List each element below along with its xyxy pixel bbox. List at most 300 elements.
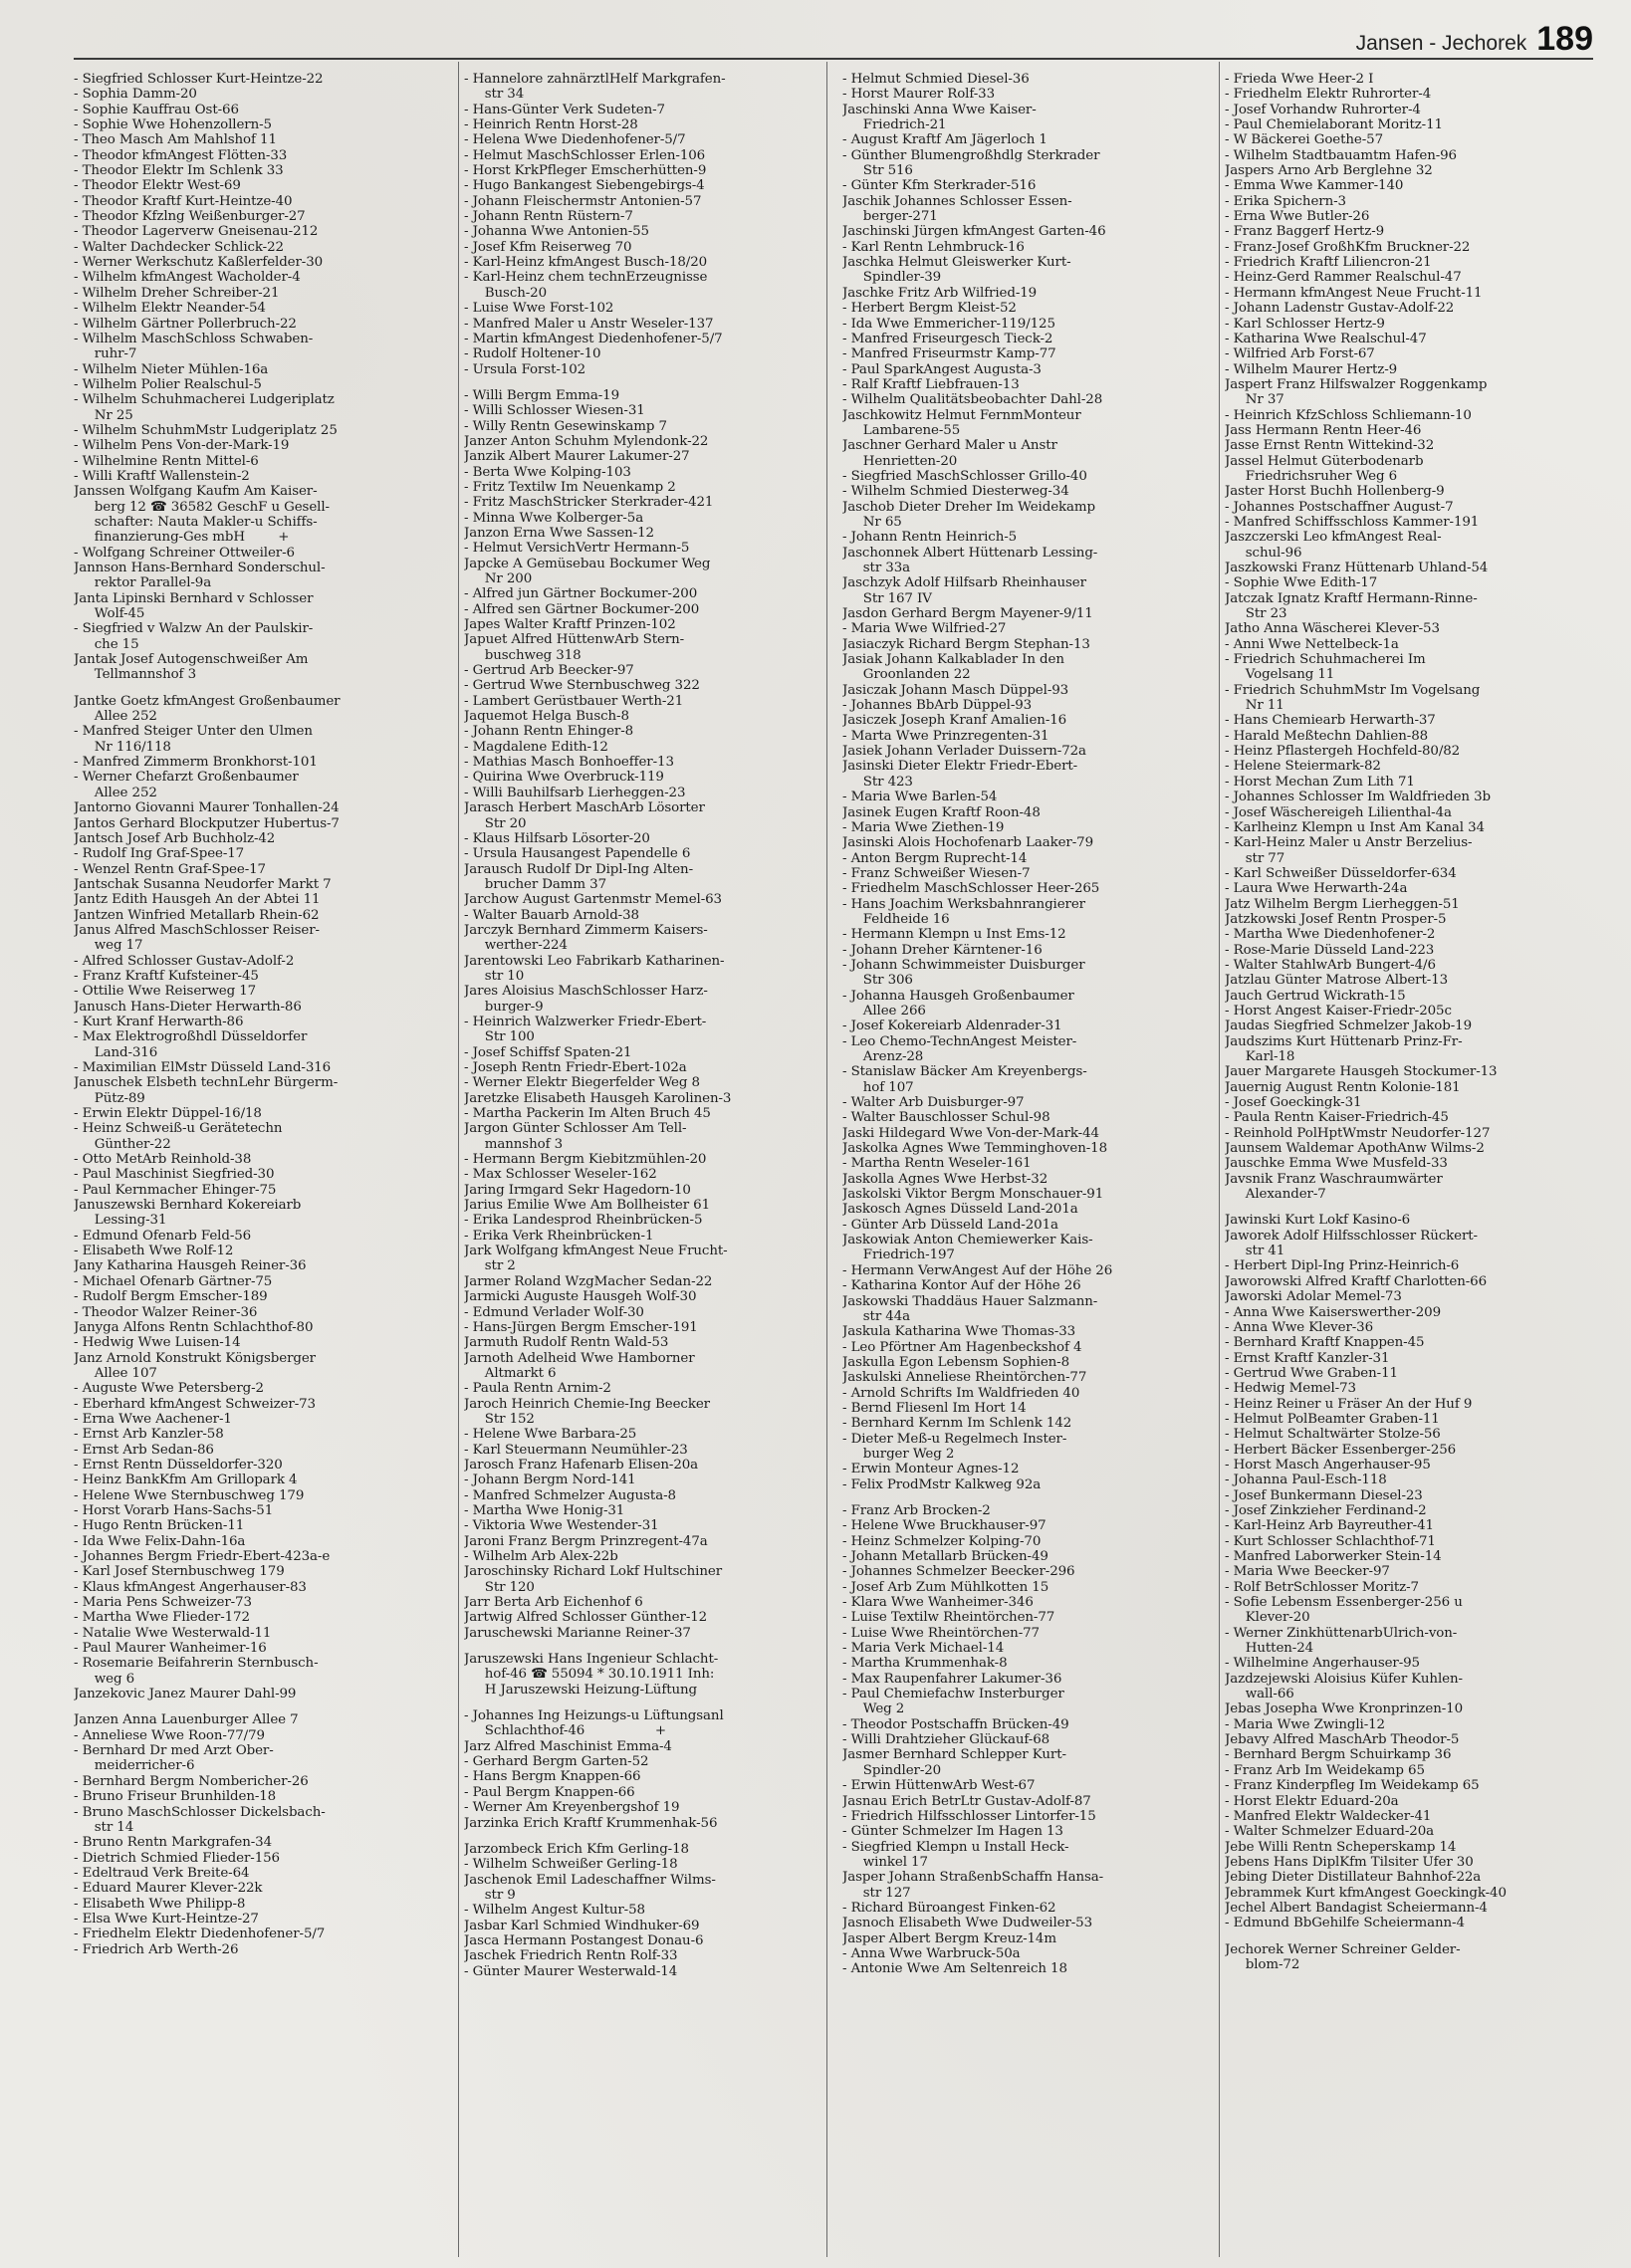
directory-entry: - Johann Rentn Rüstern-7 <box>464 209 633 225</box>
directory-entry: - Gertrud Arb Beecker-97 <box>464 663 634 679</box>
directory-entry: - Maria Wwe Wilfried-27 <box>842 621 1007 637</box>
directory-entry: Japuet Alfred HüttenwArb Stern- <box>464 632 685 648</box>
directory-entry: - Franz Arb Brocken-2 <box>842 1502 991 1518</box>
directory-entry: - Maria Wwe Beecker-97 <box>1225 1564 1390 1580</box>
directory-entry: - Sophia Damm-20 <box>74 87 197 103</box>
directory-entry: Jaskowski Thaddäus Hauer Salzmann- <box>842 1293 1098 1309</box>
directory-entry: Str 152 <box>464 1411 535 1427</box>
directory-entry: - Manfred Friseurgesch Tieck-2 <box>842 331 1053 346</box>
directory-entry: Jaruszewski Hans Ingenieur Schlacht- <box>464 1652 719 1668</box>
directory-entry: Janz Arnold Konstrukt Königsberger <box>74 1350 316 1366</box>
directory-entry: - Hugo Rentn Brücken-11 <box>74 1518 245 1534</box>
directory-entry: Allee 266 <box>842 1003 926 1019</box>
directory-entry: - Edmund Verlader Wolf-30 <box>464 1304 644 1320</box>
directory-entry: - Antonie Wwe Am Seltenreich 18 <box>842 1961 1067 1977</box>
directory-entry: - Siegfried Klempn u Install Heck- <box>842 1839 1069 1855</box>
directory-entry: Spindler-20 <box>842 1762 942 1778</box>
directory-entry: Jaskolka Agnes Wwe Temminghoven-18 <box>842 1141 1108 1157</box>
directory-entry: - Friedrich Arb Werth-26 <box>74 1941 239 1957</box>
directory-entry: - Wilhelm Dreher Schreiber-21 <box>74 285 280 301</box>
directory-entry: Jaschka Helmut Gleiswerker Kurt- <box>842 255 1071 271</box>
directory-entry: Jasnoch Elisabeth Wwe Dudweiler-53 <box>842 1916 1093 1931</box>
directory-entry: str 10 <box>464 968 525 984</box>
directory-entry: - Karl Schlosser Hertz-9 <box>1225 316 1385 332</box>
directory-entry: - Wilhelm Schweißer Gerling-18 <box>464 1857 678 1873</box>
directory-entry: str 41 <box>1225 1244 1285 1259</box>
directory-entry: Jebavy Alfred MaschArb Theodor-5 <box>1225 1732 1460 1748</box>
directory-entry: - Michael Ofenarb Gärtner-75 <box>74 1273 273 1289</box>
directory-entry: - Natalie Wwe Westerwald-11 <box>74 1625 272 1641</box>
directory-entry: - Martha Wwe Flieder-172 <box>74 1610 250 1626</box>
directory-entry: Janzer Anton Schuhm Mylendonk-22 <box>464 433 709 449</box>
directory-entry: - Laura Wwe Herwarth-24a <box>1225 881 1408 897</box>
directory-entry: - Paula Rentn Kaiser-Friedrich-45 <box>1225 1110 1449 1126</box>
directory-entry: - Ursula Hausangest Papendelle 6 <box>464 846 691 862</box>
directory-entry: - Bernhard Kernm Im Schlenk 142 <box>842 1416 1072 1432</box>
directory-entry: - Horst Angest Kaiser-Friedr-205c <box>1225 1003 1452 1019</box>
directory-entry: - Max Elektrogroßhdl Düsseldorfer <box>74 1029 308 1045</box>
directory-entry: Janus Alfred MaschSchlosser Reiser- <box>74 922 320 938</box>
directory-entry: Jechel Albert Bandagist Scheiermann-4 <box>1225 1900 1488 1916</box>
directory-entry: Jasse Ernst Rentn Wittekind-32 <box>1225 438 1435 454</box>
directory-entry: - Paul Chemiefachw Insterburger <box>842 1687 1064 1702</box>
directory-entry: - Hugo Bankangest Siebengebirgs-4 <box>464 178 705 194</box>
directory-entry: Jassel Helmut Güterbodenarb <box>1225 453 1424 469</box>
directory-entry: Jantsch Josef Arb Buchholz-42 <box>74 830 276 846</box>
directory-entry: - Theodor Lagerverw Gneisenau-212 <box>74 224 319 240</box>
directory-entry: - Hannelore zahnärztlHelf Markgrafen- <box>464 72 726 87</box>
directory-entry: - Felix ProdMstr Kalkweg 92a <box>842 1476 1042 1492</box>
directory-entry: Jaszczerski Leo kfmAngest Real- <box>1225 530 1442 546</box>
directory-entry: - Anna Wwe Klever-36 <box>1225 1319 1374 1335</box>
directory-entry: - Auguste Wwe Petersberg-2 <box>74 1381 264 1397</box>
directory-entry: Jaring Irmgard Sekr Hagedorn-10 <box>464 1182 691 1198</box>
directory-entry: - Johanna Wwe Antonien-55 <box>464 224 649 240</box>
directory-entry: Jarosch Franz Hafenarb Elisen-20a <box>464 1457 699 1473</box>
directory-entry: - W Bäckerei Goethe-57 <box>1225 132 1384 148</box>
directory-entry: Jaschke Fritz Arb Wilfried-19 <box>842 285 1038 301</box>
directory-entry: - Bernhard Bergm Nombericher-26 <box>74 1773 309 1789</box>
directory-entry: - Ida Wwe Emmericher-119/125 <box>842 316 1055 332</box>
directory-entry: - Martha Krummenhak-8 <box>842 1656 1008 1672</box>
directory-entry: ruhr-7 <box>74 346 137 362</box>
directory-entry: Jarzinka Erich Kraftf Krummenhak-56 <box>464 1815 718 1831</box>
directory-entry: hof-46 ☎ 55094 * 30.10.1911 Inh: <box>464 1667 715 1683</box>
directory-entry: - Erika Spichern-3 <box>1225 193 1346 209</box>
directory-entry: - Helene Wwe Bruckhauser-97 <box>842 1518 1047 1534</box>
directory-entry: Jasiek Johann Verlader Duissern-72a <box>842 744 1086 760</box>
directory-entry: Str 100 <box>464 1029 535 1045</box>
directory-entry: che 15 <box>74 636 139 652</box>
directory-entry: - Erika Landesprod Rheinbrücken-5 <box>464 1213 703 1229</box>
directory-entry: - Maria Verk Michael-14 <box>842 1641 1005 1657</box>
directory-entry: Jantzen Winfried Metallarb Rhein-62 <box>74 907 320 923</box>
directory-entry: - Horst Maurer Rolf-33 <box>842 87 996 103</box>
directory-entry: Jawinski Kurt Lokf Kasino-6 <box>1225 1213 1411 1229</box>
directory-entry: - Theodor Elektr Im Schlenk 33 <box>74 163 284 179</box>
directory-entry: Weg 2 <box>842 1701 905 1717</box>
directory-entry: - Franz Kraftf Kufsteiner-45 <box>74 968 259 984</box>
directory-entry: - Martha Packerin Im Alten Bruch 45 <box>464 1106 711 1122</box>
directory-entry: Jaunsem Waldemar ApothAnw Wilms-2 <box>1225 1141 1485 1157</box>
directory-entry: mannshof 3 <box>464 1136 564 1152</box>
entry-gap <box>1225 1202 1595 1213</box>
directory-entry: - Helmut Schmied Diesel-36 <box>842 72 1030 87</box>
directory-entry: - Katharina Kontor Auf der Höhe 26 <box>842 1278 1081 1294</box>
directory-entry: rektor Parallel-9a <box>74 575 212 591</box>
directory-entry: Feldheide 16 <box>842 911 950 927</box>
directory-entry: - Wolfgang Schreiner Ottweiler-6 <box>74 545 295 561</box>
directory-entry: - Katharina Wwe Realschul-47 <box>1225 331 1427 346</box>
directory-entry: - Herbert Bäcker Essenberger-256 <box>1225 1442 1457 1458</box>
directory-entry: - Frieda Wwe Heer-2 I <box>1225 72 1374 87</box>
directory-entry: Jass Hermann Rentn Heer-46 <box>1225 422 1422 438</box>
directory-entry: blom-72 <box>1225 1956 1300 1972</box>
directory-entry: - Wilhelm Gärtner Pollerbruch-22 <box>74 316 297 332</box>
directory-entry: Jatz Wilhelm Bergm Lierheggen-51 <box>1225 896 1460 912</box>
directory-entry: str 127 <box>842 1885 911 1901</box>
directory-entry: - Elsa Wwe Kurt-Heintze-27 <box>74 1911 259 1927</box>
directory-entry: burger Weg 2 <box>842 1446 955 1462</box>
directory-entry: Jaworski Adolar Memel-73 <box>1225 1289 1402 1305</box>
directory-entry: hof 107 <box>842 1079 914 1095</box>
directory-entry: - Dieter Meß-u Regelmech Inster- <box>842 1431 1067 1447</box>
directory-entry: - Heinz Schmelzer Kolping-70 <box>842 1533 1042 1549</box>
directory-entry: Jaworek Adolf Hilfsschlosser Rückert- <box>1225 1228 1478 1244</box>
directory-entry: Jantschak Susanna Neudorfer Markt 7 <box>74 876 332 892</box>
directory-entry: - Karl Schweißer Düsseldorfer-634 <box>1225 865 1457 881</box>
directory-entry: str 33a <box>842 561 911 575</box>
directory-entry: - Wilhelm Arb Alex-22b <box>464 1549 618 1564</box>
directory-entry: Jaschinski Anna Wwe Kaiser- <box>842 102 1037 117</box>
directory-entry: - Johannes Postschaffner August-7 <box>1225 499 1454 515</box>
directory-entry: - Paul SparkAngest Augusta-3 <box>842 361 1042 377</box>
directory-entry: - August Kraftf Am Jägerloch 1 <box>842 132 1048 148</box>
directory-entry: - Helene Steiermark-82 <box>1225 759 1381 775</box>
directory-entry: - Theodor Postschaffn Brücken-49 <box>842 1716 1069 1732</box>
directory-entry: - Sophie Kauffrau Ost-66 <box>74 102 239 117</box>
directory-entry: Jaschek Friedrich Rentn Rolf-33 <box>464 1948 678 1964</box>
directory-entry: - Rudolf Bergm Emscher-189 <box>74 1289 268 1305</box>
directory-entry: Jasper Albert Bergm Kreuz-14m <box>842 1930 1056 1946</box>
directory-entry: - Bernhard Bergm Schuirkamp 36 <box>1225 1747 1452 1763</box>
directory-entry: - Friedhelm Elektr Ruhrorter-4 <box>1225 87 1432 103</box>
directory-entry: - Edmund Ofenarb Feld-56 <box>74 1228 252 1244</box>
directory-entry: - Manfred Zimmerm Bronkhorst-101 <box>74 755 318 771</box>
directory-entry: - Manfred Friseurmstr Kamp-77 <box>842 346 1056 362</box>
directory-entry: str 34 <box>464 87 525 103</box>
directory-entry: Jaschonnek Albert Hüttenarb Lessing- <box>842 545 1098 561</box>
directory-entry: Jasmer Bernhard Schlepper Kurt- <box>842 1747 1066 1763</box>
directory-entry: - Kurt Schlosser Schlachthof-71 <box>1225 1533 1436 1549</box>
directory-entry: Jasiczak Johann Masch Düppel-93 <box>842 682 1069 698</box>
directory-entry: Jasinski Dieter Elektr Friedr-Ebert- <box>842 759 1078 775</box>
directory-entry: Jazdzejewski Aloisius Küfer Kuhlen- <box>1225 1671 1463 1687</box>
directory-entry: Nr 116/118 <box>74 739 171 755</box>
directory-entry: - Rudolf Ing Graf-Spee-17 <box>74 846 245 862</box>
directory-entry: - Siegfried v Walzw An der Paulskir- <box>74 621 314 637</box>
directory-entry: - Heinz Pflastergeh Hochfeld-80/82 <box>1225 744 1461 760</box>
directory-entry: Jebas Josepha Wwe Kronprinzen-10 <box>1225 1701 1463 1717</box>
directory-entry: Jaskulski Anneliese Rheintörchen-77 <box>842 1370 1087 1386</box>
directory-entry: - Maximilian ElMstr Düsseld Land-316 <box>74 1060 332 1075</box>
directory-entry: Jargon Günter Schlosser Am Tell- <box>464 1121 687 1137</box>
directory-entry: schafter: Nauta Makler-u Schiffs- <box>74 514 318 530</box>
directory-entry: - Horst Masch Angerhauser-95 <box>1225 1457 1431 1473</box>
directory-entry: Janyga Alfons Rentn Schlachthof-80 <box>74 1319 314 1335</box>
directory-entry: Jasbar Karl Schmied Windhuker-69 <box>464 1918 700 1933</box>
directory-entry: - Johanna Paul-Esch-118 <box>1225 1473 1387 1488</box>
directory-entry: - Johann Schwimmeister Duisburger <box>842 957 1085 973</box>
directory-entry: Januschek Elsbeth technLehr Bürgerm- <box>74 1075 339 1091</box>
directory-entry: - Karl-Heinz Maler u Anstr Berzelius- <box>1225 835 1473 851</box>
directory-entry: str 9 <box>464 1887 516 1903</box>
directory-entry: - Gertrud Wwe Graben-11 <box>1225 1365 1398 1381</box>
directory-entry: werther-224 <box>464 938 568 954</box>
directory-entry: Lambarene-55 <box>842 422 961 438</box>
directory-entry: - Manfred Schmelzer Augusta-8 <box>464 1487 676 1503</box>
directory-entry: - Sofie Lebensm Essenberger-256 u <box>1225 1595 1463 1611</box>
directory-entry: - Minna Wwe Kolberger-5a <box>464 510 644 526</box>
directory-entry: - Günter Schmelzer Im Hagen 13 <box>842 1824 1063 1840</box>
directory-entry: meiderricher-6 <box>74 1758 195 1774</box>
directory-entry: Allee 252 <box>74 785 157 800</box>
directory-entry: - Werner Elektr Biegerfelder Weg 8 <box>464 1075 700 1091</box>
directory-entry: - Willi Schlosser Wiesen-31 <box>464 403 645 419</box>
directory-entry: - Maria Pens Schweizer-73 <box>74 1595 252 1611</box>
directory-entry: - Rolf BetrSchlosser Moritz-7 <box>1225 1579 1419 1595</box>
header-name-range: Jansen - Jechorek <box>1355 32 1527 55</box>
directory-entry: berg 12 ☎ 36582 GeschF u Gesell- <box>74 499 330 515</box>
directory-entry: - Theodor Kfzlng Weißenburger-27 <box>74 209 306 225</box>
directory-entry: - Siegfried Schlosser Kurt-Heintze-22 <box>74 72 324 87</box>
entry-gap <box>464 1641 822 1652</box>
directory-entry: - Walter StahlwArb Bungert-4/6 <box>1225 957 1436 973</box>
directory-entry: - Bernhard Kraftf Knappen-45 <box>1225 1335 1425 1351</box>
directory-entry: - Josef Goeckingk-31 <box>1225 1095 1362 1111</box>
directory-entry: Jarzombeck Erich Kfm Gerling-18 <box>464 1841 689 1857</box>
directory-entry: - Franz-Josef GroßhKfm Bruckner-22 <box>1225 239 1471 255</box>
directory-entry: - Wilhelm SchuhmMstr Ludgeriplatz 25 <box>74 422 338 438</box>
directory-entry: - Theodor Kraftf Kurt-Heintze-40 <box>74 193 293 209</box>
directory-entry: Janzon Erna Wwe Sassen-12 <box>464 525 654 541</box>
directory-entry: - Johann Rentn Heinrich-5 <box>842 530 1018 546</box>
directory-entry: Jark Wolfgang kfmAngest Neue Frucht- <box>464 1244 728 1259</box>
directory-entry: Jarnoth Adelheid Wwe Hamborner <box>464 1350 695 1366</box>
directory-entry: - Hermann Klempn u Inst Ems-12 <box>842 927 1066 943</box>
directory-entry: - Magdalene Edith-12 <box>464 739 608 755</box>
directory-entry: - Luise Wwe Forst-102 <box>464 301 614 317</box>
header-rule <box>74 58 1593 60</box>
directory-entry: - Franz Kinderpfleg Im Weidekamp 65 <box>1225 1778 1480 1794</box>
directory-entry: Jarz Alfred Maschinist Emma-4 <box>464 1738 672 1754</box>
directory-entry: - Gerhard Bergm Garten-52 <box>464 1754 649 1770</box>
directory-entry: Jaschner Gerhard Maler u Anstr <box>842 438 1057 454</box>
directory-entry: Jaquemot Helga Busch-8 <box>464 709 629 725</box>
directory-entry: - Heinrich Walzwerker Friedr-Ebert- <box>464 1014 707 1029</box>
directory-entry: - Anna Wwe Kaiserswerther-209 <box>1225 1304 1441 1320</box>
directory-entry: Jauschke Emma Wwe Musfeld-33 <box>1225 1156 1448 1172</box>
directory-entry: - Hermann VerwAngest Auf der Höhe 26 <box>842 1262 1113 1278</box>
directory-entry: - Bruno Rentn Markgrafen-34 <box>74 1835 273 1851</box>
directory-entry: Jechorek Werner Schreiner Gelder- <box>1225 1941 1461 1957</box>
directory-entry: - Helena Wwe Diedenhofener-5/7 <box>464 132 686 148</box>
directory-entry: - Theo Masch Am Mahlshof 11 <box>74 132 277 148</box>
directory-entry: Jebrammek Kurt kfmAngest Goeckingk-40 <box>1225 1885 1507 1901</box>
page-number: 189 <box>1536 20 1593 58</box>
directory-entry: Allee 252 <box>74 709 157 725</box>
directory-entry: - Wilhelm Angest Kultur-58 <box>464 1903 645 1919</box>
directory-entry: - Friedrich SchuhmMstr Im Vogelsang <box>1225 682 1481 698</box>
directory-entry: - Horst Elektr Eduard-20a <box>1225 1793 1399 1809</box>
directory-entry: - Edmund BbGehilfe Scheiermann-4 <box>1225 1916 1465 1931</box>
directory-column-1 <box>74 72 456 2257</box>
directory-entry: - Paul Maurer Wanheimer-16 <box>74 1641 267 1657</box>
directory-entry: - Johann Fleischermstr Antonien-57 <box>464 193 702 209</box>
directory-entry: - Paul Kernmacher Ehinger-75 <box>74 1182 277 1198</box>
directory-entry: Janssen Wolfgang Kaufm Am Kaiser- <box>74 484 318 500</box>
directory-entry: - Manfred Schiffsschloss Kammer-191 <box>1225 514 1480 530</box>
directory-entry: Jasiak Johann Kalkablader In den <box>842 652 1064 668</box>
directory-entry: - Friedrich Hilfsschlosser Lintorfer-15 <box>842 1808 1096 1824</box>
directory-entry: Friedrich-197 <box>842 1247 955 1263</box>
directory-entry: - Fritz Textilw Im Neuenkamp 2 <box>464 479 676 495</box>
directory-entry: Jany Katharina Hausgeh Reiner-36 <box>74 1258 307 1274</box>
directory-entry: - Erika Verk Rheinbrücken-1 <box>464 1228 654 1244</box>
directory-entry: - Sophie Wwe Hohenzollern-5 <box>74 117 272 133</box>
directory-entry: - Horst Vorarb Hans-Sachs-51 <box>74 1502 274 1518</box>
directory-entry: - Franz Baggerf Hertz-9 <box>1225 224 1385 240</box>
directory-entry: - Walter Bauarb Arnold-38 <box>464 907 639 923</box>
directory-entry: - Alfred jun Gärtner Bockumer-200 <box>464 586 698 602</box>
directory-entry: Jarchow August Gartenmstr Memel-63 <box>464 892 722 908</box>
directory-entry: - Friedrich Schuhmacherei Im <box>1225 652 1426 668</box>
directory-entry: - Arnold Schrifts Im Waldfrieden 40 <box>842 1385 1080 1401</box>
directory-entry: Jaskula Katharina Wwe Thomas-33 <box>842 1324 1076 1340</box>
directory-entry: Jaskowiak Anton Chemiewerker Kais- <box>842 1233 1093 1248</box>
directory-entry: - Friedrich Kraftf Liliencron-21 <box>1225 255 1432 271</box>
directory-entry: - Wilhelm Qualitätsbeobachter Dahl-28 <box>842 392 1103 408</box>
directory-entry: - Mathias Masch Bonhoeffer-13 <box>464 755 674 771</box>
directory-entry: Jaroni Franz Bergm Prinzregent-47a <box>464 1533 708 1549</box>
directory-entry: Jantak Josef Autogenschweißer Am <box>74 652 309 668</box>
directory-entry: - Rosemarie Beifahrerin Sternbusch- <box>74 1656 319 1672</box>
directory-entry: winkel 17 <box>842 1854 928 1870</box>
directory-entry: - Josef Bunkermann Diesel-23 <box>1225 1487 1423 1503</box>
directory-entry: Jasnau Erich BetrLtr Gustav-Adolf-87 <box>842 1793 1091 1809</box>
column-divider <box>458 62 459 2257</box>
directory-entry: - Manfred Laborwerker Stein-14 <box>1225 1549 1442 1564</box>
directory-entry: - Werner Am Kreyenbergshof 19 <box>464 1800 680 1816</box>
directory-entry: Janta Lipinski Bernhard v Schlosser <box>74 590 314 606</box>
directory-entry: Jaschenok Emil Ladeschaffner Wilms- <box>464 1872 716 1888</box>
directory-entry: - Walter Dachdecker Schlick-22 <box>74 239 284 255</box>
directory-entry: - Johannes BbArb Düppel-93 <box>842 698 1033 714</box>
directory-entry: - Eberhard kfmAngest Schweizer-73 <box>74 1396 316 1412</box>
directory-entry: - Leo Pförtner Am Hagenbeckshof 4 <box>842 1339 1082 1355</box>
directory-entry: Jaruschewski Marianne Reiner-37 <box>464 1625 691 1641</box>
directory-entry: - Johannes Ing Heizungs-u Lüftungsanl <box>464 1708 724 1724</box>
directory-entry: Janzik Albert Maurer Lakumer-27 <box>464 449 690 465</box>
directory-entry: - Johannes Schlosser Im Waldfrieden 3b <box>1225 790 1492 805</box>
directory-entry: - Hans-Günter Verk Sudeten-7 <box>464 102 665 117</box>
directory-entry: Friedrich-21 <box>842 117 947 133</box>
directory-entry: - Heinrich Rentn Horst-28 <box>464 117 638 133</box>
directory-entry: Nr 11 <box>1225 698 1284 714</box>
directory-entry: Klever-20 <box>1225 1610 1310 1626</box>
directory-entry: - Ernst Arb Sedan-86 <box>74 1442 214 1458</box>
directory-entry: Jaskolla Agnes Wwe Herbst-32 <box>842 1171 1048 1187</box>
entry-gap <box>464 377 822 388</box>
directory-entry: Jantz Edith Hausgeh An der Abtei 11 <box>74 892 321 908</box>
directory-entry: Jarausch Rudolf Dr Dipl-Ing Alten- <box>464 861 693 877</box>
directory-entry: Jarius Emilie Wwe Am Bollheister 61 <box>464 1198 710 1214</box>
directory-entry: - Johann Rentn Ehinger-8 <box>464 724 634 740</box>
directory-entry: - Wilhelm Schmied Diesterweg-34 <box>842 484 1069 500</box>
directory-entry: - Helene Wwe Barbara-25 <box>464 1427 637 1443</box>
directory-entry: Jebing Dieter Distillateur Bahnhof-22a <box>1225 1870 1482 1886</box>
directory-entry: Jartwig Alfred Schlosser Günther-12 <box>464 1610 708 1626</box>
directory-entry: - Willy Rentn Gesewinskamp 7 <box>464 418 667 434</box>
directory-entry: - Wilfried Arb Forst-67 <box>1225 346 1375 362</box>
directory-entry: - Anneliese Wwe Roon-77/79 <box>74 1727 265 1743</box>
directory-entry: - Paul Chemielaborant Moritz-11 <box>1225 117 1443 133</box>
directory-entry: Jaroschinsky Richard Lokf Hultschiner <box>464 1564 723 1580</box>
directory-entry: - Joseph Rentn Friedr-Ebert-102a <box>464 1060 687 1075</box>
directory-entry: weg 6 <box>74 1671 135 1687</box>
directory-entry: Nr 37 <box>1225 392 1284 408</box>
directory-entry: - Johannes Bergm Friedr-Ebert-423a-e <box>74 1549 331 1564</box>
directory-entry: - Werner ZinkhüttenarbUlrich-von- <box>1225 1625 1458 1641</box>
directory-entry: - Ida Wwe Felix-Dahn-16a <box>74 1533 246 1549</box>
directory-entry: Nr 65 <box>842 514 902 530</box>
directory-entry: - Helmut PolBeamter Graben-11 <box>1225 1411 1440 1427</box>
directory-entry: Jaskosch Agnes Düsseld Land-201a <box>842 1202 1078 1218</box>
directory-entry: Jaretzke Elisabeth Hausgeh Karolinen-3 <box>464 1090 732 1106</box>
directory-entry: - Günter Maurer Westerwald-14 <box>464 1963 678 1979</box>
directory-entry: - Karl-Heinz Arb Bayreuther-41 <box>1225 1518 1434 1534</box>
directory-entry: - Johann Bergm Nord-141 <box>464 1473 636 1488</box>
directory-entry: Jasdon Gerhard Bergm Mayener-9/11 <box>842 606 1093 622</box>
directory-entry: Vogelsang 11 <box>1225 667 1335 683</box>
directory-entry: - Horst KrkPfleger Emscherhütten-9 <box>464 163 707 179</box>
directory-entry: - Ernst Arb Kanzler-58 <box>74 1427 224 1443</box>
directory-entry: schul-96 <box>1225 545 1302 561</box>
directory-entry: - Wilhelm Stadtbauamtm Hafen-96 <box>1225 147 1457 163</box>
directory-column-4 <box>1225 72 1595 2257</box>
directory-entry: - Ralf Kraftf Liebfrauen-13 <box>842 376 1020 392</box>
directory-entry: Spindler-39 <box>842 270 942 286</box>
directory-entry: - Johann Ladenstr Gustav-Adolf-22 <box>1225 301 1455 317</box>
directory-entry: Jatho Anna Wäscherei Klever-53 <box>1225 621 1440 637</box>
directory-entry: - Erna Wwe Aachener-1 <box>74 1411 232 1427</box>
directory-entry: Pütz-89 <box>74 1090 145 1106</box>
directory-entry: Jarmuth Rudolf Rentn Wald-53 <box>464 1335 669 1351</box>
directory-entry: - Maria Wwe Zwingli-12 <box>1225 1716 1385 1732</box>
directory-entry: brucher Damm 37 <box>464 876 606 892</box>
directory-entry: - Ernst Kraftf Kanzler-31 <box>1225 1350 1390 1366</box>
directory-entry: Janzekovic Janez Maurer Dahl-99 <box>74 1687 297 1702</box>
directory-entry: - Heinz Schweiß-u Gerätetechn <box>74 1121 283 1137</box>
directory-entry: Jantos Gerhard Blockputzer Hubertus-7 <box>74 815 340 831</box>
directory-entry: Jaster Horst Buchh Hollenberg-9 <box>1225 484 1445 500</box>
directory-entry: - Willi Drahtzieher Glückauf-68 <box>842 1732 1050 1748</box>
directory-entry: Jaspert Franz Hilfswalzer Roggenkamp <box>1225 376 1488 392</box>
directory-entry: str 77 <box>1225 850 1285 866</box>
directory-entry: - Wilhelm Maurer Hertz-9 <box>1225 361 1398 377</box>
directory-entry: - Klaus Hilfsarb Lösorter-20 <box>464 830 650 846</box>
directory-entry: Jarmer Roland WzgMacher Sedan-22 <box>464 1273 713 1289</box>
